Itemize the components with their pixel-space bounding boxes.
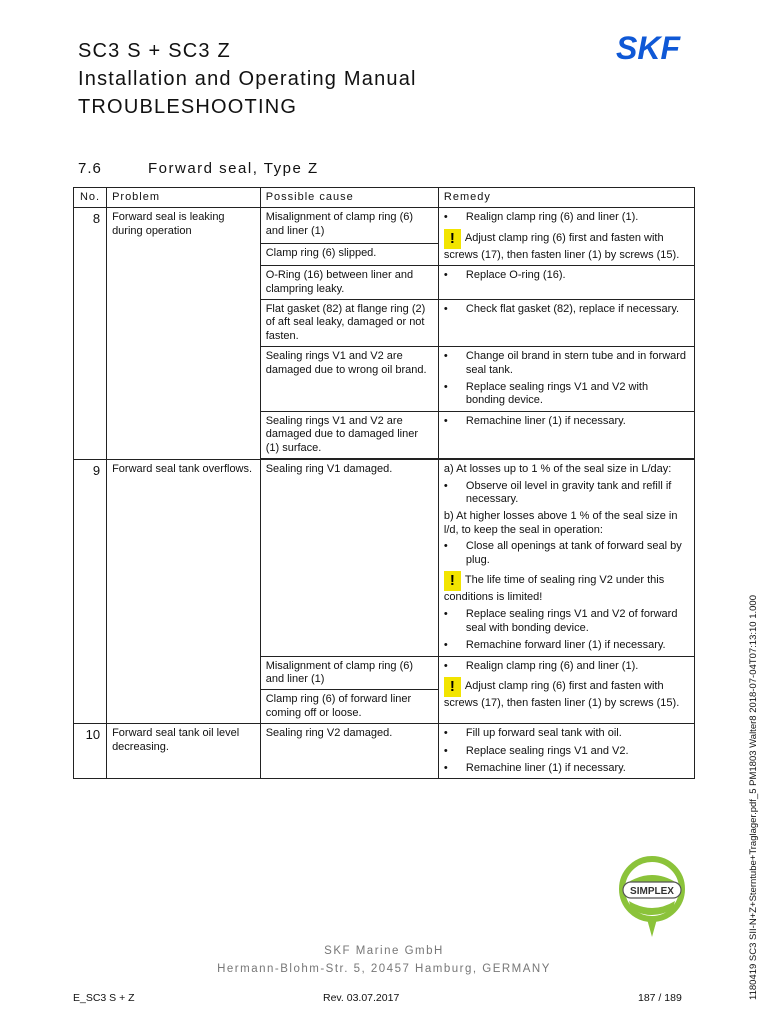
- problem-text: Forward seal tank oil level decreasing.: [107, 724, 261, 779]
- bullet: •: [443, 381, 448, 394]
- doc-title-line2: Installation and Operating Manual: [78, 68, 417, 90]
- warning-icon: !: [444, 229, 461, 249]
- remedy-cell: [438, 347, 694, 412]
- problem-number: 9: [74, 460, 107, 724]
- remedy-text: Fill up forward seal tank with oil.: [465, 727, 622, 740]
- remedy-text: Realign clamp ring (6) and liner (1).: [465, 659, 639, 672]
- bullet: •: [443, 479, 448, 492]
- bullet: •: [443, 414, 448, 427]
- remedy-text: Close all openings at tank of forward seal by plug.: [465, 540, 682, 566]
- doc-title-line1: SC3 S + SC3 Z: [78, 40, 231, 62]
- bullet: •: [443, 639, 448, 652]
- cause-text: O-Ring (16) between liner and clampring leaky.: [260, 266, 438, 300]
- section-number: 7.6: [78, 160, 102, 177]
- cause-text: Misalignment of clamp ring (6) and liner (1): [260, 656, 438, 690]
- table-row: [74, 460, 695, 656]
- remedy-text: Replace sealing rings V1 and V2 with bonding device.: [465, 381, 649, 407]
- remedy-text: Change oil brand in stern tube and in forward seal tank.: [465, 350, 687, 376]
- footer-revision: Rev. 03.07.2017: [323, 992, 400, 1004]
- cause-text: Sealing rings V1 and V2 are damaged due to wrong oil brand.: [260, 347, 438, 412]
- problem-text: Forward seal is leaking during operation: [107, 208, 261, 460]
- cause-text: Clamp ring (6) of forward liner coming off or loose.: [260, 690, 438, 724]
- skf-logo-text: SKF: [616, 32, 680, 64]
- section-title: Forward seal, Type Z: [148, 160, 319, 177]
- side-margin-text: 1180419 SC3 SII-N+Z+Sterntube+Traglager.pdf_5 PM1803 Walter8 2018-07-04T07:13:10 1.000: [748, 595, 759, 1000]
- cause-text: Clamp ring (6) slipped.: [260, 244, 438, 266]
- cause-text: Sealing rings V1 and V2 are damaged due to damaged liner (1) surface.: [260, 411, 438, 458]
- remedy-text: Replace sealing rings V1 and V2.: [465, 744, 629, 757]
- remedy-cell: [438, 724, 694, 779]
- bullet: •: [443, 350, 448, 363]
- problem-number: 8: [74, 208, 107, 460]
- col-header-remedy: Remedy: [438, 188, 694, 208]
- cause-text: Misalignment of clamp ring (6) and liner (1): [260, 208, 438, 244]
- warning-note: Adjust clamp ring (6) first and fasten with screws (17), then fasten liner (1) by screws (15).: [443, 231, 680, 261]
- bullet: •: [443, 269, 448, 282]
- bullet: •: [443, 608, 448, 621]
- col-header-problem: Problem: [107, 188, 261, 208]
- cause-text: Sealing ring V2 damaged.: [260, 724, 438, 779]
- remedy-text: Remachine forward liner (1) if necessary.: [465, 639, 666, 652]
- doc-title-line3: TROUBLESHOOTING: [78, 96, 298, 118]
- col-header-cause: Possible cause: [260, 188, 438, 208]
- bullet: •: [443, 762, 448, 774]
- table-row: [74, 724, 695, 779]
- skf-logo: [600, 32, 696, 64]
- warning-note: The life time of sealing ring V2 under this conditions is limited!: [443, 573, 665, 603]
- cause-text: Sealing ring V1 damaged.: [260, 460, 438, 656]
- remedy-text: Observe oil level in gravity tank and refill if necessary.: [465, 479, 672, 505]
- bullet: •: [443, 659, 448, 672]
- cause-text: Flat gasket (82) at flange ring (2) of aft seal leaky, damaged or not fasten.: [260, 300, 438, 347]
- simplex-logo: [617, 849, 687, 941]
- bullet: •: [443, 744, 448, 757]
- remedy-cell: [438, 411, 694, 458]
- remedy-cell: [438, 300, 694, 347]
- bullet: •: [443, 727, 448, 740]
- troubleshooting-table: [73, 187, 695, 779]
- company-address: Hermann-Blohm-Str. 5, 20457 Hamburg, GERMANY: [217, 963, 551, 975]
- remedy-text: Realign clamp ring (6) and liner (1).: [465, 211, 639, 224]
- warning-note: Adjust clamp ring (6) first and fasten with screws (17), then fasten liner (1) by screws (15).: [443, 679, 680, 709]
- remedy-text: Check flat gasket (82), replace if necessary.: [465, 303, 680, 316]
- remedy-cell: [438, 266, 694, 300]
- company-name: SKF Marine GmbH: [324, 945, 444, 957]
- remedy-paragraph: b) At higher losses above 1 % of the seal size in l/d, to keep the seal in operation:: [443, 510, 678, 536]
- remedy-text: Replace sealing rings V1 and V2 of forward seal with bonding device.: [465, 608, 678, 634]
- bullet: •: [443, 211, 448, 224]
- col-header-no: No.: [74, 188, 107, 208]
- bullet: •: [443, 540, 448, 553]
- warning-icon: !: [444, 677, 461, 697]
- bullet: •: [443, 303, 448, 316]
- footer-page-number: 187 / 189: [638, 992, 682, 1004]
- remedy-text: Remachine liner (1) if necessary.: [465, 762, 626, 774]
- remedy-cell: [438, 208, 694, 266]
- problem-text: Forward seal tank overflows.: [107, 460, 261, 724]
- simplex-logo-text: SIMPLEX: [630, 886, 674, 897]
- remedy-text: Remachine liner (1) if necessary.: [465, 414, 626, 427]
- warning-icon: !: [444, 571, 461, 591]
- remedy-text: Replace O-ring (16).: [465, 269, 566, 282]
- table-row: [74, 208, 695, 244]
- remedy-cell: [438, 460, 694, 656]
- footer-doc-id: E_SC3 S + Z: [73, 992, 135, 1004]
- table-header-row: [74, 188, 695, 208]
- remedy-paragraph: a) At losses up to 1 % of the seal size in L/day:: [443, 463, 672, 476]
- problem-number: 10: [74, 724, 107, 779]
- remedy-cell: [438, 656, 694, 724]
